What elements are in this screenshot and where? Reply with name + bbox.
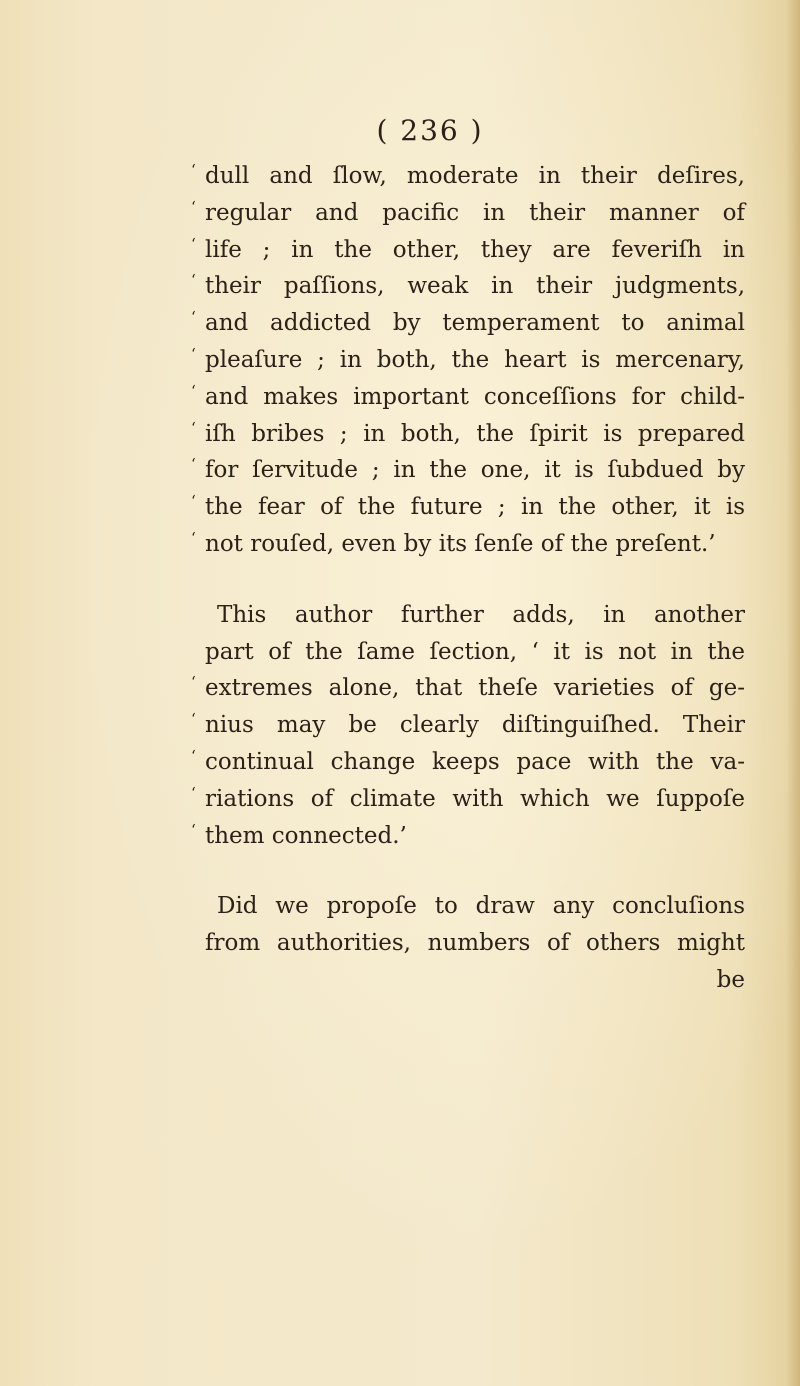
text-line: ‘ their paſſions, weak in their judgments, <box>205 268 745 305</box>
catchword: be <box>716 966 745 993</box>
text-line: part of the ſame ſection, ‘ it is not in the <box>205 638 745 665</box>
text-line: ‘ pleaſure ; in both, the heart is mercenary, <box>205 342 745 379</box>
quote-mark: ‘ <box>191 528 196 547</box>
quote-mark: ‘ <box>191 455 196 474</box>
text-line: ‘ life ; in the other, they are feveriſh in <box>205 232 745 269</box>
text-line: ‘ not rouſed, even by its ſenſe of the preſent.’ <box>205 526 745 563</box>
text-line: ‘ for ſervitude ; in the one, it is ſubdued by <box>205 452 745 489</box>
text-line: ‘ riations of climate with which we ſuppoſe <box>205 781 745 818</box>
quote-mark: ‘ <box>191 381 196 400</box>
text-line: ‘ extremes alone, that theſe varieties of ge- <box>205 670 745 707</box>
paragraph-gap <box>205 563 745 597</box>
quote-mark: ‘ <box>191 820 196 839</box>
text-line: This author further adds, in another <box>217 601 745 628</box>
quote-mark: ‘ <box>191 234 196 253</box>
quote-mark: ‘ <box>191 746 196 765</box>
quote-mark: ‘ <box>191 418 196 437</box>
text-line: ‘ the fear of the future ; in the other, it is <box>205 489 745 526</box>
quote-mark: ‘ <box>191 673 196 692</box>
text-line: ‘ iſh bribes ; in both, the ſpirit is prepared <box>205 416 745 453</box>
quote-mark: ‘ <box>191 161 196 179</box>
quote-mark: ‘ <box>191 271 196 290</box>
text-line: ‘ dull and ſlow, moderate in their deſires, <box>205 158 745 195</box>
text-line: ‘ and addicted by temperament to animal <box>205 305 745 342</box>
quote-mark: ‘ <box>191 783 196 802</box>
paragraph-1 <box>191 158 745 563</box>
page-edge-shadow <box>786 0 800 1386</box>
text-line: from authorities, numbers of others might <box>205 930 745 957</box>
text-line: ‘ nius may be clearly diſtinguiſhed. Their <box>205 707 745 744</box>
text-line: ‘ and makes important conceſſions for child- <box>205 379 745 416</box>
paragraph-gap <box>205 854 745 888</box>
quote-mark: ‘ <box>191 197 196 216</box>
paragraph-2 <box>191 597 745 855</box>
paragraph-3 <box>205 888 745 998</box>
quote-mark: ‘ <box>191 308 196 327</box>
quote-mark: ‘ <box>191 492 196 511</box>
quote-mark: ‘ <box>191 710 196 729</box>
quote-mark: ‘ <box>191 344 196 363</box>
text-line: Did we propoſe to draw any concluſions <box>217 893 745 920</box>
text-line: ‘ regular and pacific in their manner of <box>205 195 745 232</box>
page-number: ( 236 ) <box>376 114 484 147</box>
text-line: ‘ them connected.’ <box>205 818 745 855</box>
body-text <box>191 158 745 999</box>
text-line: ‘ continual change keeps pace with the va- <box>205 744 745 781</box>
